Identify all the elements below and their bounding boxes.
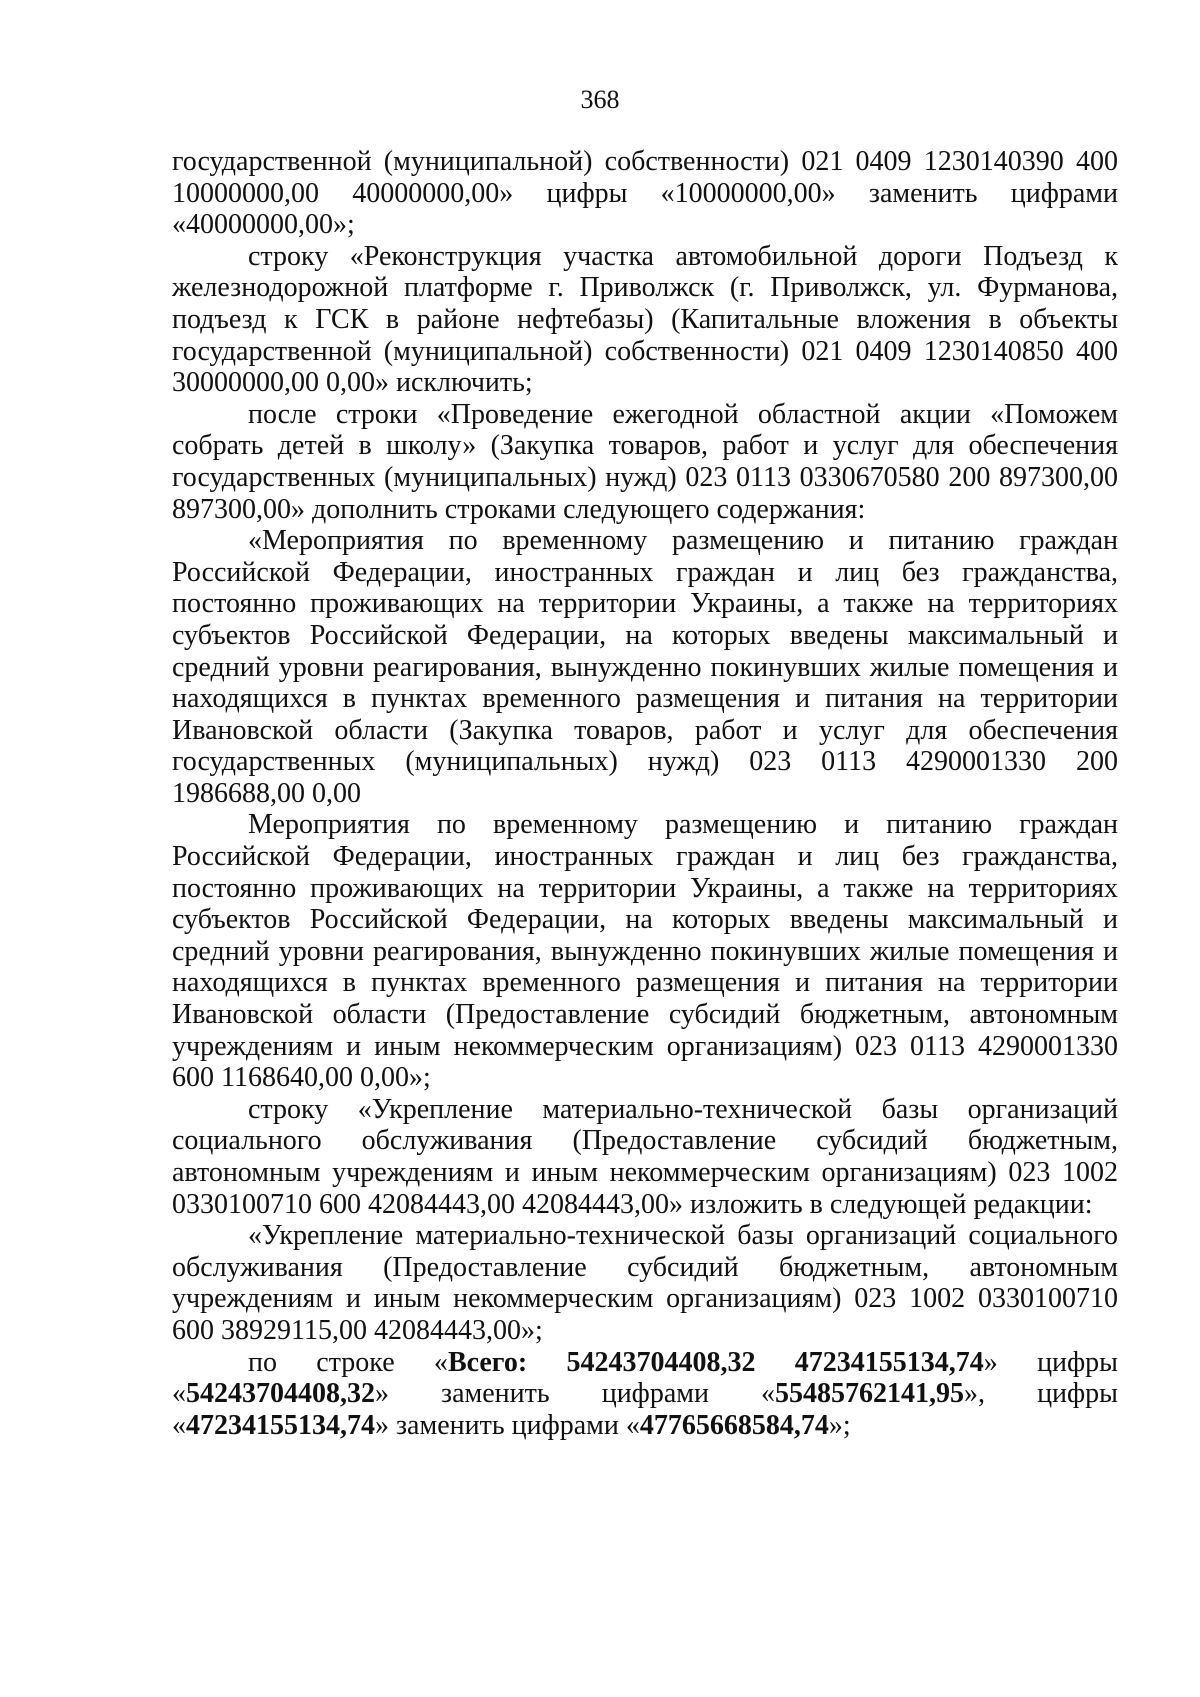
paragraph-2: строку «Реконструкция участка автомобильной дороги Подъезд к железнодорожной платформе г. Приволжск (г. Приволжск, ул. Фурманова, подъезд к ГСК в районе нефтебазы) (Капитальные вложения в объекты государственной (муниципальной) собственности) 021 0409 1230140850 400 30000000,00 0,00» исключить; [172, 240, 1118, 399]
page-number: 368 [580, 85, 620, 114]
bold-new-total-2: 47765668584,74 [639, 1409, 829, 1441]
text-segment: » заменить цифрами « [375, 1378, 776, 1410]
text-segment: »; [828, 1409, 851, 1441]
bold-old-total: 54243704408,32 [186, 1378, 375, 1410]
bold-total-line: Всего: 54243704408,32 47234155134,74 [447, 1346, 984, 1378]
document-body [172, 146, 1118, 1441]
bold-old-total-2: 47234155134,74 [186, 1409, 375, 1441]
text-segment: » заменить цифрами « [375, 1409, 640, 1441]
paragraph-4: «Мероприятия по временному размещению и питанию граждан Российской Федерации, иностранных граждан и лиц без гражданства, постоянно проживающих на территории Украины, а также на территориях субъектов Российской Федерации, на которых введены максимальный и средний уровни реагирования, вынужденно покинувших жилые помещения и находящихся в пунктах временного размещения и питания на территории Ивановской области (Закупка товаров, работ и услуг для обеспечения государственных (муниципальных) нужд) 023 0113 4290001330 200 1986688,00 0,00 [172, 525, 1118, 809]
text-segment: по строке « [248, 1346, 448, 1378]
paragraph-1: государственной (муниципальной) собственности) 021 0409 1230140390 400 10000000,00 40000000,00» цифры «10000000,00» заменить цифрами «40000000,00»; [172, 146, 1118, 241]
paragraph-3: после строки «Проведение ежегодной областной акции «Поможем собрать детей в школу» (Закупка товаров, работ и услуг для обеспечения государственных (муниципальных) нужд) 023 0113 0330670580 200 897300,00 897300,00» дополнить строками следующего содержания: [172, 398, 1118, 525]
text-segment: », цифры « [172, 1378, 1118, 1441]
paragraph-8 [172, 1347, 1118, 1442]
bold-new-total: 55485762141,95 [775, 1378, 965, 1410]
paragraph-6: строку «Укрепление материально-технической базы организаций социального обслуживания (Предоставление субсидий бюджетным, автономным учреждениям и иным некоммерческим организациям) 023 1002 0330100710 600 42084443,00 42084443,00» изложить в следующей редакции: [172, 1093, 1118, 1220]
text-segment: » цифры « [172, 1346, 1118, 1410]
paragraph-5: Мероприятия по временному размещению и питанию граждан Российской Федерации, иностранных граждан и лиц без гражданства, постоянно проживающих на территории Украины, а также на территориях субъектов Российской Федерации, на которых введены максимальный и средний уровни реагирования, вынужденно покинувших жилые помещения и находящихся в пунктах временного размещения и питания на территории Ивановской области (Предоставление субсидий бюджетным, автономным учреждениям и иным некоммерческим организациям) 023 0113 4290001330 600 1168640,00 0,00»; [172, 809, 1118, 1094]
paragraph-7: «Укрепление материально-технической базы организаций социального обслуживания (Предоставление субсидий бюджетным, автономным учреждениям и иным некоммерческим организациям) 023 1002 0330100710 600 38929115,00 42084443,00»; [172, 1220, 1118, 1346]
